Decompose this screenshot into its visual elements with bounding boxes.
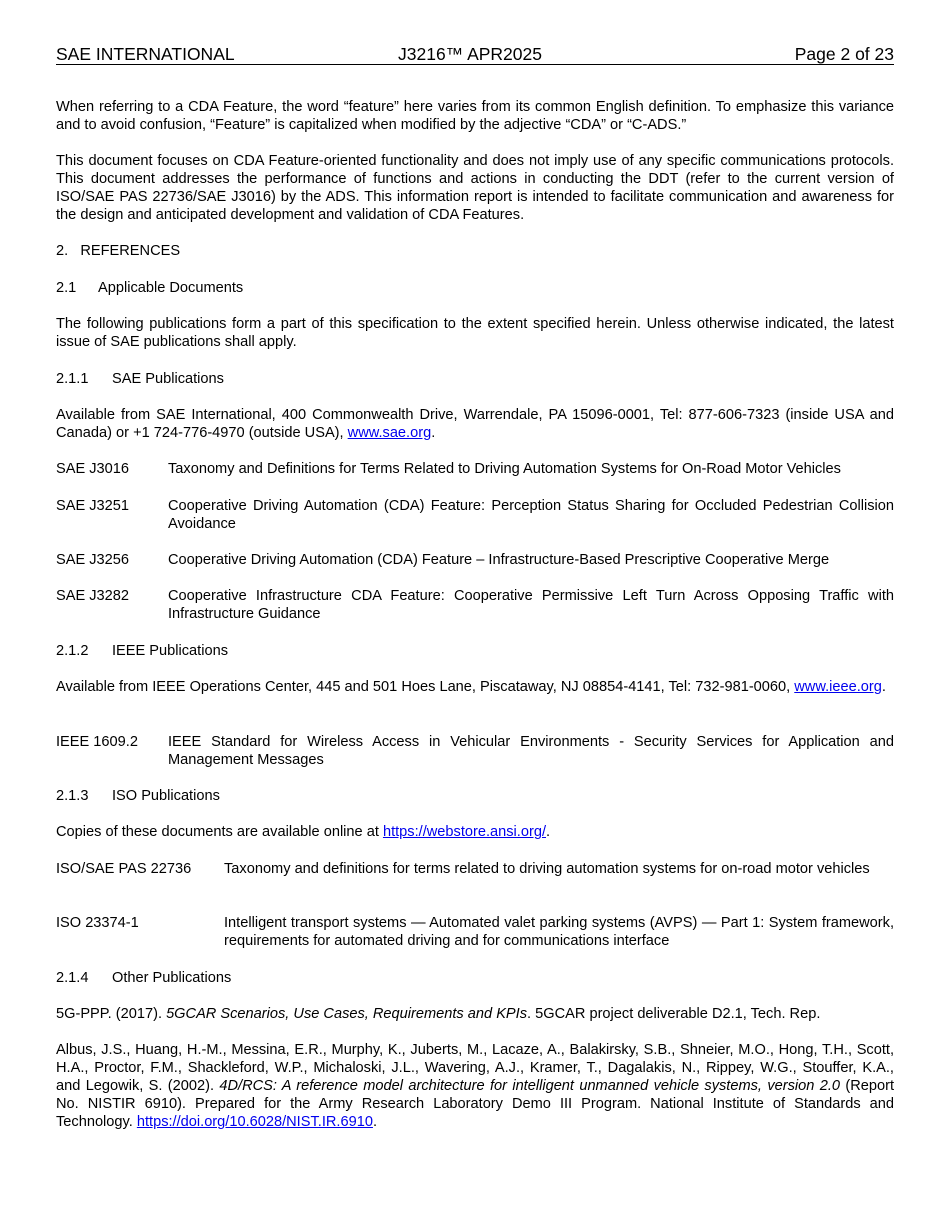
sae-website-link[interactable]: www.sae.org	[347, 425, 432, 441]
section-heading-references	[56, 242, 894, 260]
doi-link[interactable]: https://doi.org/10.6028/NIST.IR.6910	[136, 1114, 373, 1130]
ieee-website-link[interactable]: www.ieee.org	[794, 679, 882, 695]
reference-title: Cooperative Infrastructure CDA Feature: Cooperative Permissive Left Turn Across Opposing Traffic with Infrastructure Guidance	[168, 588, 894, 622]
ref-details: . 5GCAR project deliverable D2.1, Tech. Rep.	[527, 1006, 821, 1022]
reference-code: SAE J3016	[56, 461, 130, 477]
iso-availability-text	[56, 823, 894, 841]
section-title: ISO Publications	[112, 788, 220, 804]
reference-entry	[56, 460, 894, 478]
reference-code: ISO 23374-1	[56, 915, 139, 931]
reference-code: ISO/SAE PAS 22736	[56, 861, 192, 877]
reference-title: Cooperative Driving Automation (CDA) Feature – Infrastructure-Based Prescriptive Cooperative Merge	[168, 552, 830, 568]
section-number: 2.1.2	[56, 643, 89, 659]
reference-entry	[56, 733, 894, 769]
ref-title-italic: 4D/RCS: A reference model architecture for intelligent unmanned vehicle systems, version 2.0	[219, 1078, 840, 1094]
section-heading-other-publications	[56, 969, 894, 987]
header-document-id: J3216™ APR2025	[398, 44, 542, 64]
section-heading-applicable-documents	[56, 279, 894, 297]
section-number: 2.1.1	[56, 371, 89, 387]
reference-code: IEEE 1609.2	[56, 734, 138, 750]
reference-entry	[56, 497, 894, 533]
ieee-availability-body: Available from IEEE Operations Center, 445 and 501 Hoes Lane, Piscataway, NJ 08854-4141, Tel: 732-981-0060,	[56, 679, 795, 695]
section-number: 2.1	[56, 280, 77, 296]
reference-title: IEEE Standard for Wireless Access in Vehicular Environments - Security Services for Application and Management Messages	[168, 734, 894, 768]
period: .	[431, 425, 436, 441]
section-title: REFERENCES	[80, 243, 181, 259]
ref-author-year: 5G-PPP. (2017).	[56, 1006, 167, 1022]
reference-code: SAE J3282	[56, 588, 130, 604]
ieee-availability-text	[56, 678, 894, 696]
applicable-documents-text: The following publications form a part of this specification to the extent specified herein. Unless otherwise indicated, the latest issue of SAE publications shall apply.	[56, 316, 894, 350]
ref-authors-year: Albus, J.S., Huang, H.-M., Messina, E.R., Murphy, K., Juberts, M., Lacaze, A., Balakirsky, S.B., Shneier, M.O., Hong, T.H., Scott, H.A., Proctor, F.M., Shackleford, W.P., Michaloski, J.L., Wavering, A.J., Kramer, T., Dagalakis, N., Rippey, W.G., Stouffer, K.A., and Legowik, S. (2002).	[56, 1042, 894, 1094]
reference-title: Intelligent transport systems — Automated valet parking systems (AVPS) — Part 1: System framework, requirements for automated driving and for communications interface	[224, 915, 894, 949]
header-organization: SAE INTERNATIONAL	[56, 44, 235, 64]
section-title: SAE Publications	[112, 371, 224, 387]
section-heading-sae-publications	[56, 370, 894, 388]
page-header	[56, 44, 894, 65]
intro-paragraph-1: When referring to a CDA Feature, the word “feature” here varies from its common English definition. To emphasize this variance and to avoid confusion, “Feature” is capitalized when modified by the adjective “CDA” or “C-ADS.”	[56, 99, 894, 133]
period: .	[881, 679, 886, 695]
other-reference-5gppp	[56, 1005, 894, 1023]
reference-code: SAE J3251	[56, 498, 130, 514]
iso-availability-body: Copies of these documents are available online at	[56, 824, 383, 840]
section-title: IEEE Publications	[112, 643, 229, 659]
section-heading-iso-publications	[56, 787, 894, 805]
reference-entry	[56, 914, 894, 950]
reference-entry	[56, 860, 894, 896]
period: .	[546, 824, 551, 840]
section-number: 2.1.3	[56, 788, 89, 804]
ansi-webstore-link[interactable]: https://webstore.ansi.org/	[382, 824, 546, 840]
header-page-number: Page 2 of 23	[794, 44, 894, 64]
sae-availability-body: Available from SAE International, 400 Commonwealth Drive, Warrendale, PA 15096-0001, Tel: 877-606-7323 (inside USA and Canada) or +1 724-776-4970 (outside USA),	[56, 407, 894, 441]
reference-title: Taxonomy and definitions for terms related to driving automation systems for on-road motor vehicles	[224, 861, 870, 877]
ref-details: (Report No. NISTIR 6910). Prepared for the Army Research Laboratory Demo III Program. National Institute of Standards and Technology.	[56, 1078, 895, 1130]
section-title: Other Publications	[112, 970, 232, 986]
sae-availability-text	[56, 406, 894, 442]
section-title: Applicable Documents	[98, 280, 244, 296]
section-heading-ieee-publications	[56, 642, 894, 660]
section-number: 2.1.4	[56, 970, 89, 986]
other-reference-albus	[56, 1041, 894, 1131]
reference-code: SAE J3256	[56, 552, 130, 568]
section-number: 2.	[56, 243, 69, 259]
reference-entry	[56, 587, 894, 623]
ref-title-italic: 5GCAR Scenarios, Use Cases, Requirements and KPIs	[166, 1006, 528, 1022]
reference-title: Taxonomy and Definitions for Terms Related to Driving Automation Systems for On-Road Motor Vehicles	[168, 461, 841, 477]
period: .	[372, 1114, 378, 1130]
intro-paragraph-2: This document focuses on CDA Feature-oriented functionality and does not imply use of any specific communications protocols. This document addresses the performance of functions and actions in conducting the DDT (refer to the current version of ISO/SAE PAS 22736/SAE J3016) by the ADS. This information report is intended to facilitate communication and awareness for the design and anticipated development and validation of CDA Features.	[56, 153, 894, 223]
reference-title: Cooperative Driving Automation (CDA) Feature: Perception Status Sharing for Occluded Pedestrian Collision Avoidance	[168, 498, 894, 532]
reference-entry	[56, 551, 894, 569]
